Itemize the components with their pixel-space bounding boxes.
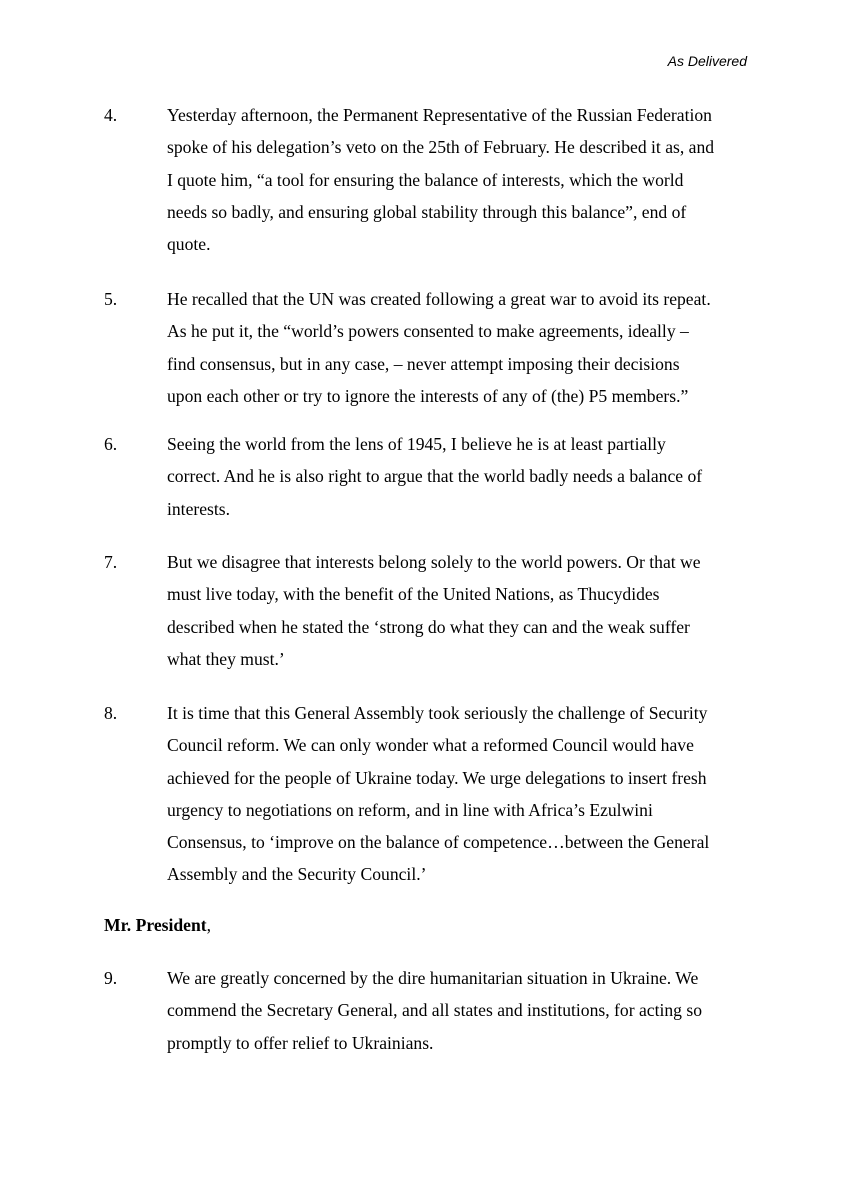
paragraph-8 bbox=[104, 697, 764, 891]
paragraph-7 bbox=[104, 546, 764, 675]
paragraph-text: But we disagree that interests belong solely to the world powers. Or that we must live today, with the benefit of the United Nations, as Thucydides described when he stated the ‘strong do what they can and the weak suffer what they must.’ bbox=[167, 552, 701, 669]
paragraph-6 bbox=[104, 428, 764, 525]
delivery-status-note: As Delivered bbox=[667, 53, 747, 69]
paragraph-9 bbox=[104, 962, 764, 1059]
salutation bbox=[104, 909, 211, 941]
paragraph-5 bbox=[104, 283, 764, 412]
paragraph-text: We are greatly concerned by the dire humanitarian situation in Ukraine. We commend the Secretary General, and all states and institutions, for acting so promptly to offer relief to Ukrainians. bbox=[167, 968, 702, 1053]
paragraph-text: Yesterday afternoon, the Permanent Representative of the Russian Federation spoke of his delegation’s veto on the 25th of February. He described it as, and I quote him, “a tool for ensuring the balance of interests, which the world needs so badly, and ensuring global stability through this balance”, end of quote. bbox=[167, 105, 715, 255]
salutation-name: Mr. President bbox=[104, 915, 207, 935]
paragraph-number: 5. bbox=[104, 289, 118, 309]
paragraph-number: 6. bbox=[104, 434, 118, 454]
paragraph-number: 7. bbox=[104, 552, 118, 572]
salutation-comma: , bbox=[206, 915, 212, 935]
paragraph-number: 4. bbox=[104, 105, 118, 125]
paragraph-number: 9. bbox=[104, 968, 118, 988]
paragraph-4 bbox=[104, 99, 764, 260]
paragraph-text: He recalled that the UN was created following a great war to avoid its repeat. As he put it, the “world’s powers consented to make agreements, ideally – find consensus, but in any case, – never attempt imposing their decisions upon each other or try to ignore the interests of any of (the) P5 members.” bbox=[167, 289, 711, 406]
paragraph-text: It is time that this General Assembly took seriously the challenge of Security Council reform. We can only wonder what a reformed Council would have achieved for the people of Ukraine today. We urge delegations to insert fresh urgency to negotiations on reform, and in line with Africa’s Ezulwini Consensus, to ‘improve on the balance of competence…between the General Assembly and the Security Council.’ bbox=[167, 703, 710, 885]
paragraph-number: 8. bbox=[104, 703, 118, 723]
paragraph-text: Seeing the world from the lens of 1945, I believe he is at least partially correct. And he is also right to argue that the world badly needs a balance of interests. bbox=[167, 434, 703, 519]
